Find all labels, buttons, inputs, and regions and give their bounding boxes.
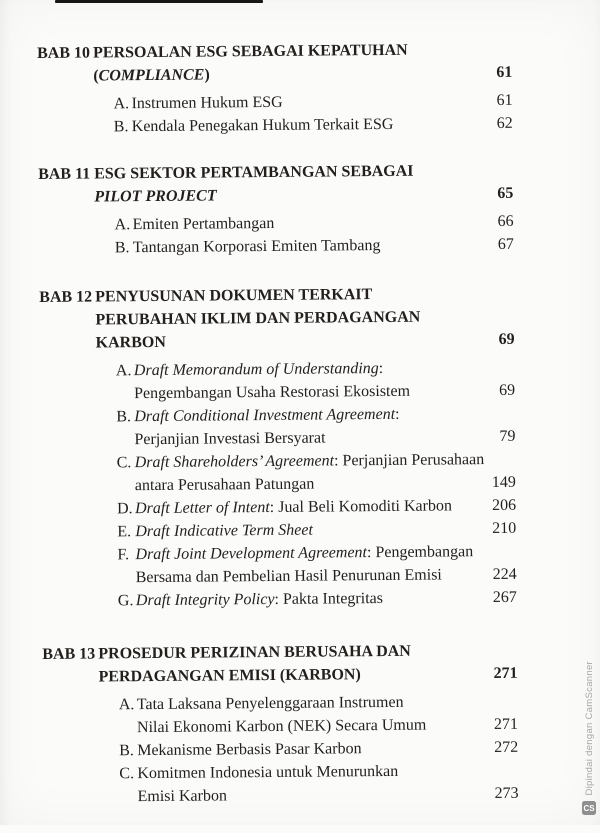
item-text-line bbox=[136, 586, 485, 612]
text-segment: : Pakta Integritas bbox=[274, 590, 384, 608]
item-text bbox=[132, 112, 489, 138]
item-page-number: 62 bbox=[496, 114, 513, 132]
chapter-title-line bbox=[94, 159, 489, 185]
chapter-page-number: 69 bbox=[498, 330, 515, 348]
toc-section bbox=[42, 639, 518, 809]
toc-item bbox=[117, 517, 516, 543]
item-text-line bbox=[137, 736, 486, 762]
chapter-title-line bbox=[93, 38, 488, 64]
text-segment: Tata Laksana Penyelenggaraan Instrumen bbox=[136, 693, 404, 714]
item-letter: C. bbox=[116, 454, 132, 472]
chapter-row bbox=[37, 38, 512, 88]
text-segment: Nilai Ekonomi Karbon (NEK) Secara Umum bbox=[136, 716, 427, 737]
item-letter: A. bbox=[115, 362, 132, 380]
item-text bbox=[135, 494, 484, 520]
item-page-number: 273 bbox=[494, 784, 519, 803]
item-letter: B. bbox=[116, 408, 132, 426]
item-text bbox=[137, 690, 486, 739]
italic-text-segment: Draft Conditional Investment Agreement bbox=[134, 405, 396, 426]
item-text bbox=[136, 586, 485, 612]
chapter-row bbox=[38, 159, 513, 209]
toc-item bbox=[116, 402, 515, 451]
item-text-line bbox=[134, 402, 491, 428]
toc-item bbox=[117, 448, 516, 497]
item-text bbox=[135, 540, 484, 589]
text-segment: PENYUSUNAN DOKUMEN TERKAIT bbox=[95, 286, 373, 306]
italic-text-segment: COMPLIANCE bbox=[98, 66, 205, 85]
item-text bbox=[134, 356, 491, 405]
toc-item bbox=[118, 586, 517, 612]
table-of-contents bbox=[37, 38, 519, 833]
item-page-number: 224 bbox=[492, 565, 517, 584]
item-text bbox=[131, 89, 488, 115]
text-segment: Instrumen Hukum ESG bbox=[131, 93, 283, 113]
toc-item bbox=[119, 759, 518, 808]
camscanner-watermark-label: Dipindai dengan CamScanner bbox=[583, 661, 595, 796]
text-segment: antara Perusahaan Patungan bbox=[134, 475, 315, 495]
text-segment: Emisi Karbon bbox=[137, 787, 227, 806]
item-text-line bbox=[135, 494, 484, 520]
chapter-page-number: 61 bbox=[496, 63, 513, 81]
chapter-title-line bbox=[95, 282, 490, 308]
item-letter: C. bbox=[119, 765, 135, 783]
scan-artifact-line bbox=[55, 0, 263, 3]
item-page-number: 66 bbox=[497, 212, 514, 230]
text-segment: Emiten Pertambangan bbox=[132, 214, 275, 234]
item-text-line bbox=[134, 379, 491, 405]
chapter-title bbox=[95, 282, 491, 354]
item-page-number: 206 bbox=[491, 496, 517, 515]
item-text-line bbox=[137, 713, 486, 739]
text-segment: KARBON bbox=[95, 333, 166, 352]
item-text-line bbox=[132, 112, 489, 138]
text-segment: Perjanjian Investasi Bersyarat bbox=[134, 429, 326, 449]
toc-items bbox=[43, 690, 519, 809]
item-text bbox=[133, 233, 490, 259]
item-page-number: 61 bbox=[496, 91, 513, 109]
italic-text-segment: PILOT PROJECT bbox=[94, 187, 217, 206]
chapter-title-line bbox=[93, 61, 488, 87]
toc-item bbox=[114, 112, 513, 138]
text-segment: : Perjanjian Perusahaan bbox=[333, 451, 485, 470]
item-text-line bbox=[136, 563, 485, 589]
item-text-line bbox=[132, 210, 489, 236]
item-text bbox=[134, 402, 491, 451]
item-text-line bbox=[135, 517, 484, 543]
toc-item bbox=[116, 356, 515, 405]
item-page-number: 69 bbox=[498, 381, 516, 399]
chapter-title-line bbox=[98, 639, 485, 665]
chapter-number-label: BAB 11 bbox=[38, 165, 91, 183]
item-text-line bbox=[131, 89, 488, 115]
item-text bbox=[137, 759, 486, 808]
toc-item bbox=[117, 494, 516, 520]
chapter-title bbox=[98, 639, 485, 688]
item-letter: A. bbox=[118, 696, 135, 714]
camscanner-watermark bbox=[582, 661, 596, 815]
item-text-line bbox=[135, 540, 484, 566]
chapter-number-label: BAB 10 bbox=[37, 44, 91, 62]
toc-item bbox=[115, 233, 514, 259]
chapter-number-label: BAB 12 bbox=[39, 288, 93, 306]
item-page-number: 67 bbox=[497, 235, 514, 253]
chapter-title-line bbox=[98, 662, 485, 688]
toc-items bbox=[39, 210, 514, 260]
item-text-line bbox=[135, 448, 484, 474]
chapter-row bbox=[42, 639, 517, 689]
item-text-line bbox=[133, 233, 490, 259]
toc-section bbox=[39, 282, 517, 613]
toc-item bbox=[119, 736, 518, 762]
italic-text-segment: Draft Shareholders’ Agreement bbox=[134, 452, 335, 472]
item-page-number: 79 bbox=[499, 427, 516, 445]
text-segment: Tantangan Korporasi Emiten Tambang bbox=[132, 237, 381, 257]
toc-item bbox=[113, 89, 512, 115]
item-text-line bbox=[137, 759, 486, 785]
toc-item bbox=[114, 210, 513, 236]
item-page-number: 149 bbox=[491, 473, 516, 492]
italic-text-segment: Draft Joint Development Agreement bbox=[135, 544, 368, 564]
item-text bbox=[132, 210, 489, 236]
toc-items bbox=[37, 89, 512, 139]
chapter-page-number: 65 bbox=[497, 184, 514, 202]
item-letter: E. bbox=[117, 523, 132, 541]
italic-text-segment: Draft Letter of Intent bbox=[135, 498, 270, 518]
chapter-title-line bbox=[94, 182, 489, 208]
toc-item bbox=[119, 690, 518, 739]
item-letter: A. bbox=[113, 95, 130, 113]
text-segment: : bbox=[378, 359, 384, 378]
toc-item bbox=[117, 540, 516, 589]
item-text-line bbox=[137, 690, 486, 716]
item-page-number: 271 bbox=[493, 715, 519, 734]
toc-items bbox=[40, 356, 517, 613]
toc-section bbox=[38, 159, 514, 260]
chapter-page-number: 271 bbox=[493, 664, 518, 683]
camscanner-logo-icon: CS bbox=[582, 801, 596, 815]
item-text-line bbox=[137, 782, 486, 808]
chapter-title bbox=[93, 38, 488, 87]
text-segment: : bbox=[395, 405, 400, 423]
item-page-number: 272 bbox=[494, 738, 519, 757]
text-segment: ESG SEKTOR PERTAMBANGAN SEBAGAI bbox=[94, 162, 414, 183]
chapter-title bbox=[94, 159, 489, 208]
item-letter: D. bbox=[117, 500, 133, 518]
chapter-row bbox=[39, 282, 515, 355]
item-text bbox=[137, 736, 486, 762]
text-segment: Mekanisme Berbasis Pasar Karbon bbox=[137, 740, 362, 760]
item-page-number: 210 bbox=[492, 519, 517, 538]
item-text-line bbox=[135, 471, 484, 497]
italic-text-segment: Draft Integrity Policy bbox=[135, 590, 275, 610]
text-segment: Kendala Penegakan Hukum Terkait ESG bbox=[131, 115, 394, 136]
chapter-title-line bbox=[95, 305, 490, 331]
chapter-number-label: BAB 13 bbox=[42, 645, 96, 663]
italic-text-segment: Draft Indicative Term Sheet bbox=[135, 521, 313, 541]
item-letter: A. bbox=[114, 216, 131, 234]
text-segment: ( bbox=[93, 67, 99, 85]
toc-section bbox=[37, 38, 513, 139]
text-segment: : Pengembangan bbox=[366, 543, 474, 562]
text-segment: Komitmen Indonesia untuk Menurunkan bbox=[137, 762, 399, 783]
text-segment: PERSOALAN ESG SEBAGAI KEPATUHAN bbox=[93, 41, 408, 62]
item-text-line bbox=[134, 356, 491, 382]
text-segment: Bersama dan Pembelian Hasil Penurunan Emisi bbox=[135, 566, 442, 587]
item-letter: B. bbox=[113, 118, 129, 136]
item-letter: B. bbox=[114, 239, 130, 257]
text-segment: PERDAGANGAN EMISI (KARBON) bbox=[98, 666, 361, 686]
text-segment: Pengembangan Usaha Restorasi Ekosistem bbox=[133, 382, 411, 403]
item-page-number: 267 bbox=[492, 588, 517, 607]
item-letter: G. bbox=[117, 592, 134, 610]
text-segment: PERUBAHAN IKLIM DAN PERDAGANGAN bbox=[95, 308, 421, 329]
item-letter: B. bbox=[119, 742, 134, 760]
italic-text-segment: Draft Memorandum of Understanding bbox=[133, 360, 379, 380]
text-segment: : Jual Beli Komoditi Karbon bbox=[269, 497, 452, 516]
text-segment: PROSEDUR PERIZINAN BERUSAHA DAN bbox=[98, 642, 411, 663]
chapter-title-line bbox=[96, 328, 491, 354]
item-text bbox=[135, 448, 484, 497]
item-letter: F. bbox=[117, 546, 130, 564]
item-text-line bbox=[134, 425, 491, 451]
text-segment: ) bbox=[204, 66, 210, 84]
item-text bbox=[135, 517, 484, 543]
